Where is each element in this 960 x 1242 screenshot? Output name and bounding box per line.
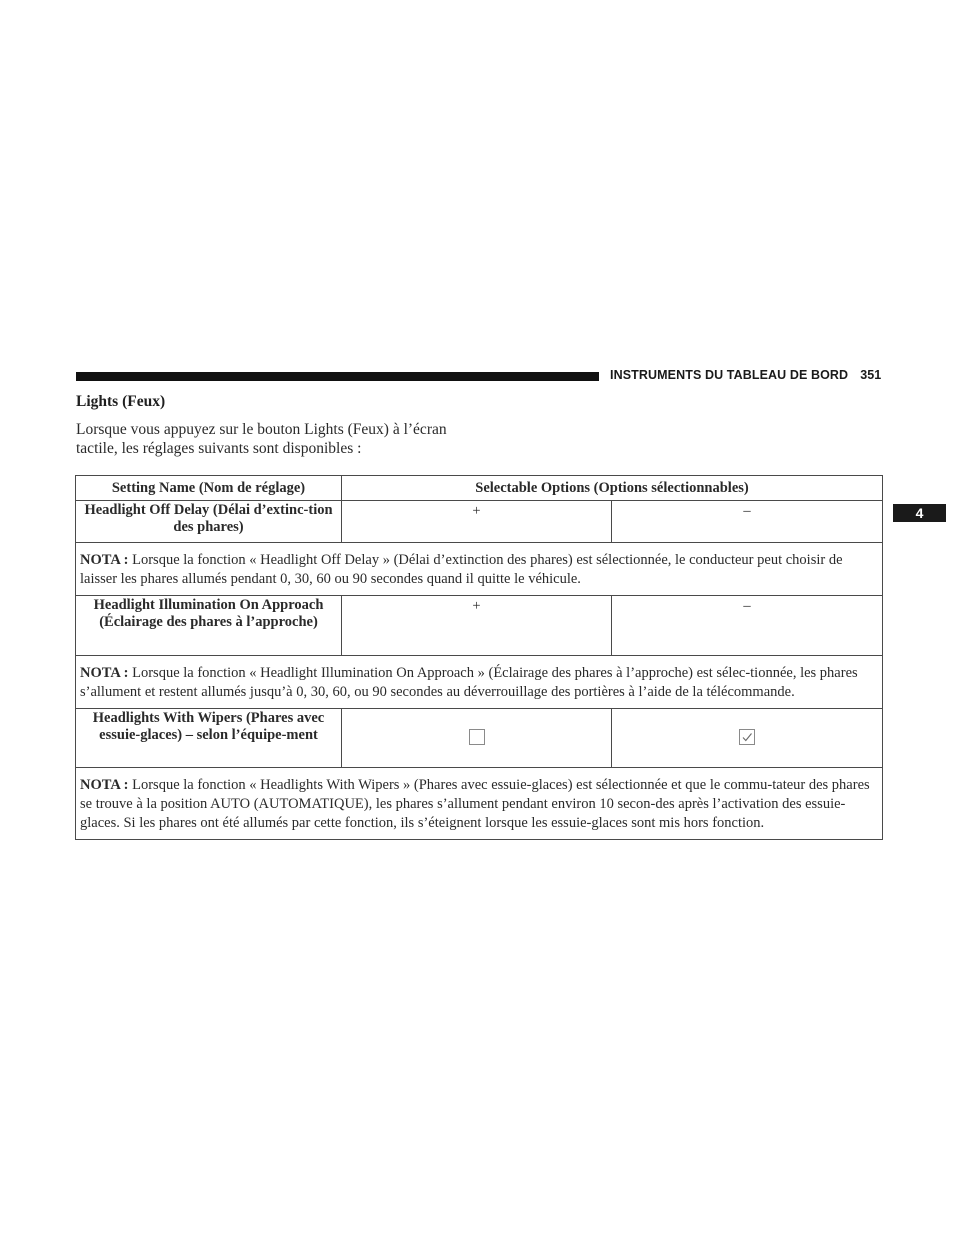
setting-name: Headlight Off Delay (Délai d’extinc-tion des phares) — [76, 501, 342, 543]
setting-name: Headlights With Wipers (Phares avec essuie-glaces) – selon l’équipe-ment — [76, 709, 342, 768]
chapter-tab: 4 — [893, 504, 946, 522]
setting-name: Headlight Illumination On Approach (Éclairage des phares à l’approche) — [76, 596, 342, 656]
column-header-options: Selectable Options (Options sélectionnables) — [342, 476, 883, 501]
checkbox-checked-icon[interactable] — [739, 729, 755, 745]
note-label: NOTA : — [80, 552, 129, 568]
section-heading: Lights (Feux) — [76, 393, 166, 410]
note-text: Lorsque la fonction « Headlight Illumination On Approach » (Éclairage des phares à l’approche) est sélec-tionnée, les phares s’allument et restent allumés jusqu’à 0, 30, 60, ou 90 secondes au déverrouillage des portières à l’aide de la télécommande. — [80, 665, 858, 700]
note-label: NOTA : — [80, 665, 129, 681]
note-row — [76, 768, 883, 840]
option-plus[interactable]: + — [342, 596, 612, 656]
table-row — [76, 596, 883, 656]
settings-table — [75, 475, 883, 840]
option-unchecked[interactable] — [342, 709, 612, 768]
table-row — [76, 709, 883, 768]
table-row — [76, 501, 883, 543]
note-cell — [76, 768, 883, 840]
note-cell — [76, 656, 883, 709]
checkbox-unchecked-icon[interactable] — [469, 729, 485, 745]
option-minus[interactable]: – — [612, 596, 883, 656]
option-minus[interactable]: – — [612, 501, 883, 543]
note-text: Lorsque la fonction « Headlights With Wipers » (Phares avec essuie-glaces) est sélectionnée et que le commu-tateur des phares se trouve à la position AUTO (AUTOMATIQUE), les phares s’allument pendant environ 10 secon-des après l’activation des essuie-glaces. Si les phares ont été allumés par cette fonction, ils s’éteignent lorsque les essuie-glaces sont mis hors fonction. — [80, 777, 870, 831]
column-header-setting: Setting Name (Nom de réglage) — [76, 476, 342, 501]
running-header — [610, 368, 885, 382]
header-rule — [76, 372, 599, 381]
note-cell — [76, 543, 883, 596]
checkmark-icon — [741, 731, 753, 743]
note-label: NOTA : — [80, 777, 129, 793]
option-plus[interactable]: + — [342, 501, 612, 543]
intro-paragraph: Lorsque vous appuyez sur le bouton Lights (Feux) à l’écran tactile, les réglages suivants sont disponibles : — [76, 421, 447, 457]
chapter-title: INSTRUMENTS DU TABLEAU DE BORD — [610, 368, 849, 382]
option-checked[interactable] — [612, 709, 883, 768]
table-header-row — [76, 476, 883, 501]
note-row — [76, 656, 883, 709]
note-text: Lorsque la fonction « Headlight Off Delay » (Délai d’extinction des phares) est sélectionnée, le conducteur peut choisir de laisser les phares allumés pendant 0, 30, 60 ou 90 secondes quand il quitte le véhicule. — [80, 552, 843, 587]
note-row — [76, 543, 883, 596]
page-number: 351 — [860, 368, 882, 382]
